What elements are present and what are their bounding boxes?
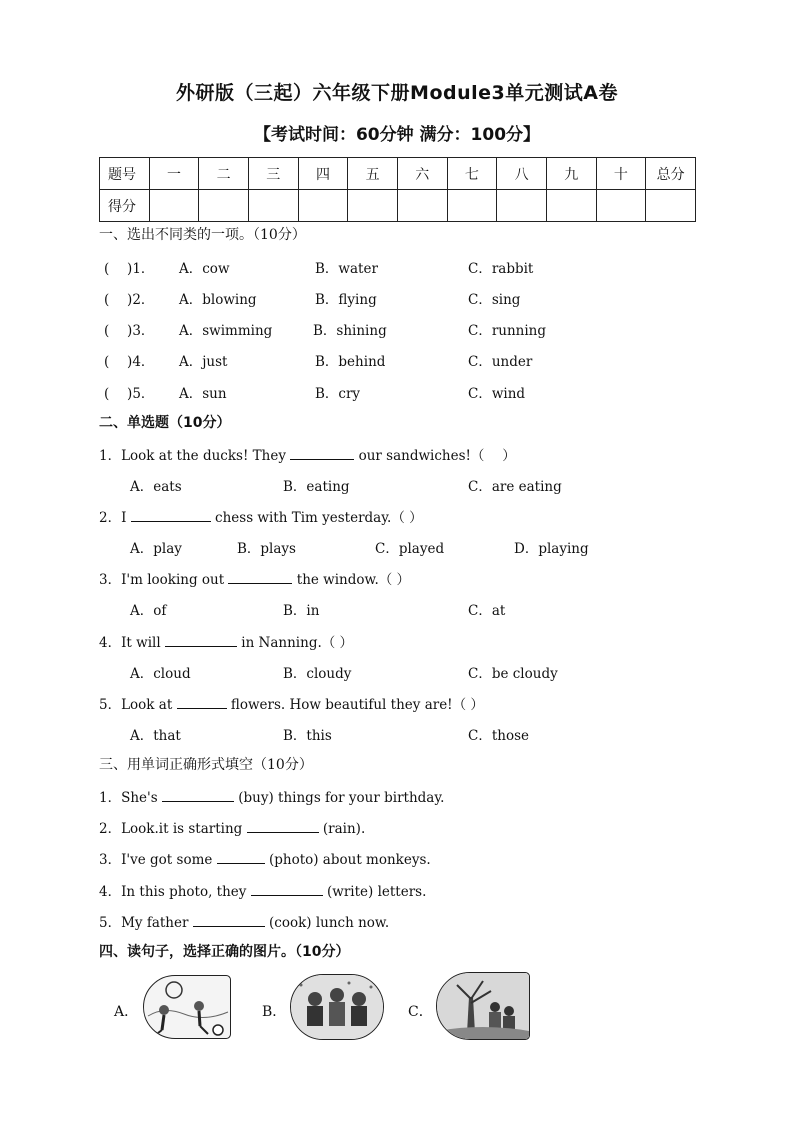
option-b: B．eating bbox=[283, 479, 350, 495]
option-d: D．playing bbox=[514, 541, 589, 557]
score-cell: 九 bbox=[546, 158, 596, 190]
answer-blank[interactable] bbox=[162, 787, 234, 802]
score-cell: 七 bbox=[447, 158, 497, 190]
stem-text: (buy) things for your birthday. bbox=[238, 790, 445, 806]
option-a: A．of bbox=[130, 603, 167, 619]
stem-text: (photo) about monkeys. bbox=[268, 852, 431, 868]
fill-in-item bbox=[99, 817, 365, 837]
option-a: A．eats bbox=[130, 479, 182, 495]
stem-text: flowers. How beautiful they are!（ ） bbox=[230, 697, 484, 713]
answer-blank[interactable] bbox=[290, 445, 354, 460]
picture-label-b: B． bbox=[262, 1004, 287, 1020]
stem-text: 4．In this photo, they bbox=[99, 884, 247, 900]
children-in-snow-picture bbox=[291, 975, 383, 1039]
stem-text: in Nanning.（ ） bbox=[241, 635, 354, 651]
option-a: A．play bbox=[130, 541, 182, 557]
section-1-title: 一、选出不同类的一项。（10分） bbox=[99, 227, 306, 243]
section-3-title: 三、用单词正确形式填空（10分） bbox=[99, 757, 313, 773]
question-number: ( )3． bbox=[104, 323, 155, 339]
option-b: B．cry bbox=[315, 386, 361, 402]
picture-b[interactable] bbox=[290, 974, 384, 1040]
score-cell: 一 bbox=[149, 158, 199, 190]
score-table-score-row bbox=[100, 190, 696, 222]
option-c: C．wind bbox=[468, 386, 526, 402]
score-cell: 四 bbox=[298, 158, 348, 190]
fill-in-item bbox=[99, 786, 444, 806]
question-stem bbox=[99, 444, 516, 464]
stem-text: chess with Tim yesterday.（ ） bbox=[215, 510, 423, 526]
stem-text: 4．It will bbox=[99, 635, 161, 651]
question-number: ( )4． bbox=[104, 354, 155, 370]
option-a: A．sun bbox=[179, 386, 227, 402]
score-cell: 二 bbox=[199, 158, 249, 190]
stem-text: (write) letters. bbox=[327, 884, 427, 900]
option-c: C．played bbox=[375, 541, 445, 557]
option-a: A．that bbox=[130, 728, 181, 744]
section-2-title: 二、单选题（10分） bbox=[99, 415, 231, 431]
fill-in-item bbox=[99, 911, 389, 931]
score-cell: 五 bbox=[348, 158, 398, 190]
option-b: B．behind bbox=[315, 354, 386, 370]
option-c: C．at bbox=[468, 603, 506, 619]
score-entry-cell[interactable] bbox=[546, 190, 596, 222]
picture-a[interactable] bbox=[143, 975, 231, 1039]
option-b: B．flying bbox=[315, 292, 377, 308]
option-c: C．rabbit bbox=[468, 261, 534, 277]
kids-under-tree-picture bbox=[437, 973, 529, 1039]
stem-text: 1．She's bbox=[99, 790, 158, 806]
picture-label-a: A． bbox=[114, 1004, 139, 1020]
option-c: C．running bbox=[468, 323, 547, 339]
score-cell: 八 bbox=[497, 158, 547, 190]
score-entry-cell[interactable] bbox=[199, 190, 249, 222]
exam-info: 【考试时间：60分钟 满分：100分】 bbox=[253, 125, 541, 145]
score-entry-cell[interactable] bbox=[497, 190, 547, 222]
option-b: B．this bbox=[283, 728, 332, 744]
score-entry-cell[interactable] bbox=[646, 190, 696, 222]
option-b: B．in bbox=[283, 603, 320, 619]
question-stem bbox=[99, 631, 353, 651]
score-entry-cell[interactable] bbox=[397, 190, 447, 222]
picture-c[interactable] bbox=[436, 972, 530, 1040]
option-a: A．cloud bbox=[130, 666, 191, 682]
stem-text: 3．I'm looking out bbox=[99, 572, 225, 588]
score-entry-cell[interactable] bbox=[596, 190, 646, 222]
score-cell: 三 bbox=[248, 158, 298, 190]
question-stem bbox=[99, 568, 410, 588]
answer-blank[interactable] bbox=[165, 632, 237, 647]
score-entry-cell[interactable] bbox=[248, 190, 298, 222]
score-cell: 总分 bbox=[646, 158, 696, 190]
option-c: C．under bbox=[468, 354, 533, 370]
question-number: ( )1． bbox=[104, 261, 155, 277]
question-stem bbox=[99, 693, 484, 713]
score-entry-cell[interactable] bbox=[447, 190, 497, 222]
section-4-title: 四、读句子，选择正确的图片。（10分） bbox=[99, 944, 350, 960]
option-c: C．be cloudy bbox=[468, 666, 558, 682]
picture-label-c: C． bbox=[408, 1004, 433, 1020]
question-number: ( )5． bbox=[104, 386, 155, 402]
option-c: C．those bbox=[468, 728, 529, 744]
kids-playing-football-picture bbox=[144, 976, 230, 1038]
answer-blank[interactable] bbox=[251, 881, 323, 896]
stem-text: 2．I bbox=[99, 510, 127, 526]
stem-text: our sandwiches!（ ） bbox=[358, 448, 516, 464]
score-entry-cell[interactable] bbox=[149, 190, 199, 222]
answer-blank[interactable] bbox=[193, 912, 265, 927]
stem-text: 2．Look.it is starting bbox=[99, 821, 243, 837]
option-c: C．are eating bbox=[468, 479, 562, 495]
score-entry-cell[interactable] bbox=[348, 190, 398, 222]
stem-text: 5．My father bbox=[99, 915, 189, 931]
option-c: C．sing bbox=[468, 292, 521, 308]
score-cell: 六 bbox=[397, 158, 447, 190]
option-b: B．plays bbox=[237, 541, 296, 557]
score-table-header-row bbox=[100, 158, 696, 190]
option-a: A．cow bbox=[179, 261, 230, 277]
answer-blank[interactable] bbox=[228, 569, 292, 584]
answer-blank[interactable] bbox=[217, 849, 265, 864]
stem-text: (rain). bbox=[322, 821, 366, 837]
fill-in-item bbox=[99, 880, 426, 900]
option-b: B．cloudy bbox=[283, 666, 352, 682]
stem-text: 1．Look at the ducks! They bbox=[99, 448, 286, 464]
option-a: A．just bbox=[179, 354, 228, 370]
page-title: 外研版（三起）六年级下册Module3单元测试A卷 bbox=[176, 82, 618, 104]
score-entry-cell[interactable] bbox=[298, 190, 348, 222]
option-b: B．water bbox=[315, 261, 378, 277]
score-row-label: 得分 bbox=[100, 190, 150, 222]
score-cell: 十 bbox=[596, 158, 646, 190]
stem-text: 3．I've got some bbox=[99, 852, 213, 868]
question-number: ( )2． bbox=[104, 292, 155, 308]
stem-text: 5．Look at bbox=[99, 697, 173, 713]
question-stem bbox=[99, 506, 423, 526]
fill-in-item bbox=[99, 848, 431, 868]
option-a: A．blowing bbox=[179, 292, 257, 308]
answer-blank[interactable] bbox=[131, 507, 211, 522]
answer-blank[interactable] bbox=[177, 694, 227, 709]
stem-text: the window.（ ） bbox=[296, 572, 411, 588]
option-b: B．shining bbox=[313, 323, 387, 339]
stem-text: (cook) lunch now. bbox=[269, 915, 390, 931]
score-table bbox=[99, 157, 696, 222]
option-a: A．swimming bbox=[179, 323, 273, 339]
score-cell: 题号 bbox=[100, 158, 150, 190]
answer-blank[interactable] bbox=[247, 818, 319, 833]
